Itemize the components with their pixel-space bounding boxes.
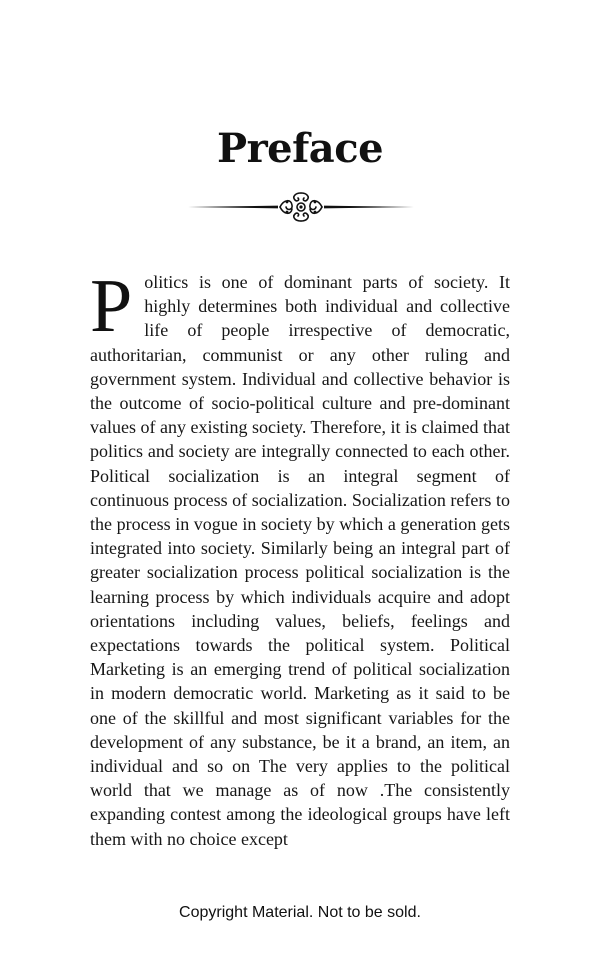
preface-paragraph <box>90 264 510 851</box>
drop-cap-letter: P <box>90 264 133 348</box>
copyright-notice: Copyright Material. Not to be sold. <box>179 904 421 921</box>
paragraph-text: olitics is one of dominant parts of society. It highly determines both individual and collective life of people irrespective of democratic, authoritarian, communist or any other ruling and government system. Individual and collective behavior is the outcome of socio-political culture and pre-dominant values of any existing society. Therefore, it is claimed that politics and society are integrally connected to each other. Political socialization is an integral segment of continuous process of socialization. Socialization refers to the process in vogue in society by which a generation gets integrated into society. Similarly being an integral part of greater socialization process political socialization is the learning process by which individuals acquire and adopt orientations including values, beliefs, feelings and expectations towards the political system. Political Marketing is an emerging trend of political socialization in modern democratic world. Marketing as it said to be one of the skillful and most significant variables for the development of any substance, be it a brand, an item, an individual and so on The very applies to the political world that we manage as of now .The consistently expanding contest among the ideological groups have left them with no choice except <box>90 272 510 849</box>
ornament-divider-icon <box>186 186 416 226</box>
page-title: Preface <box>216 125 384 172</box>
